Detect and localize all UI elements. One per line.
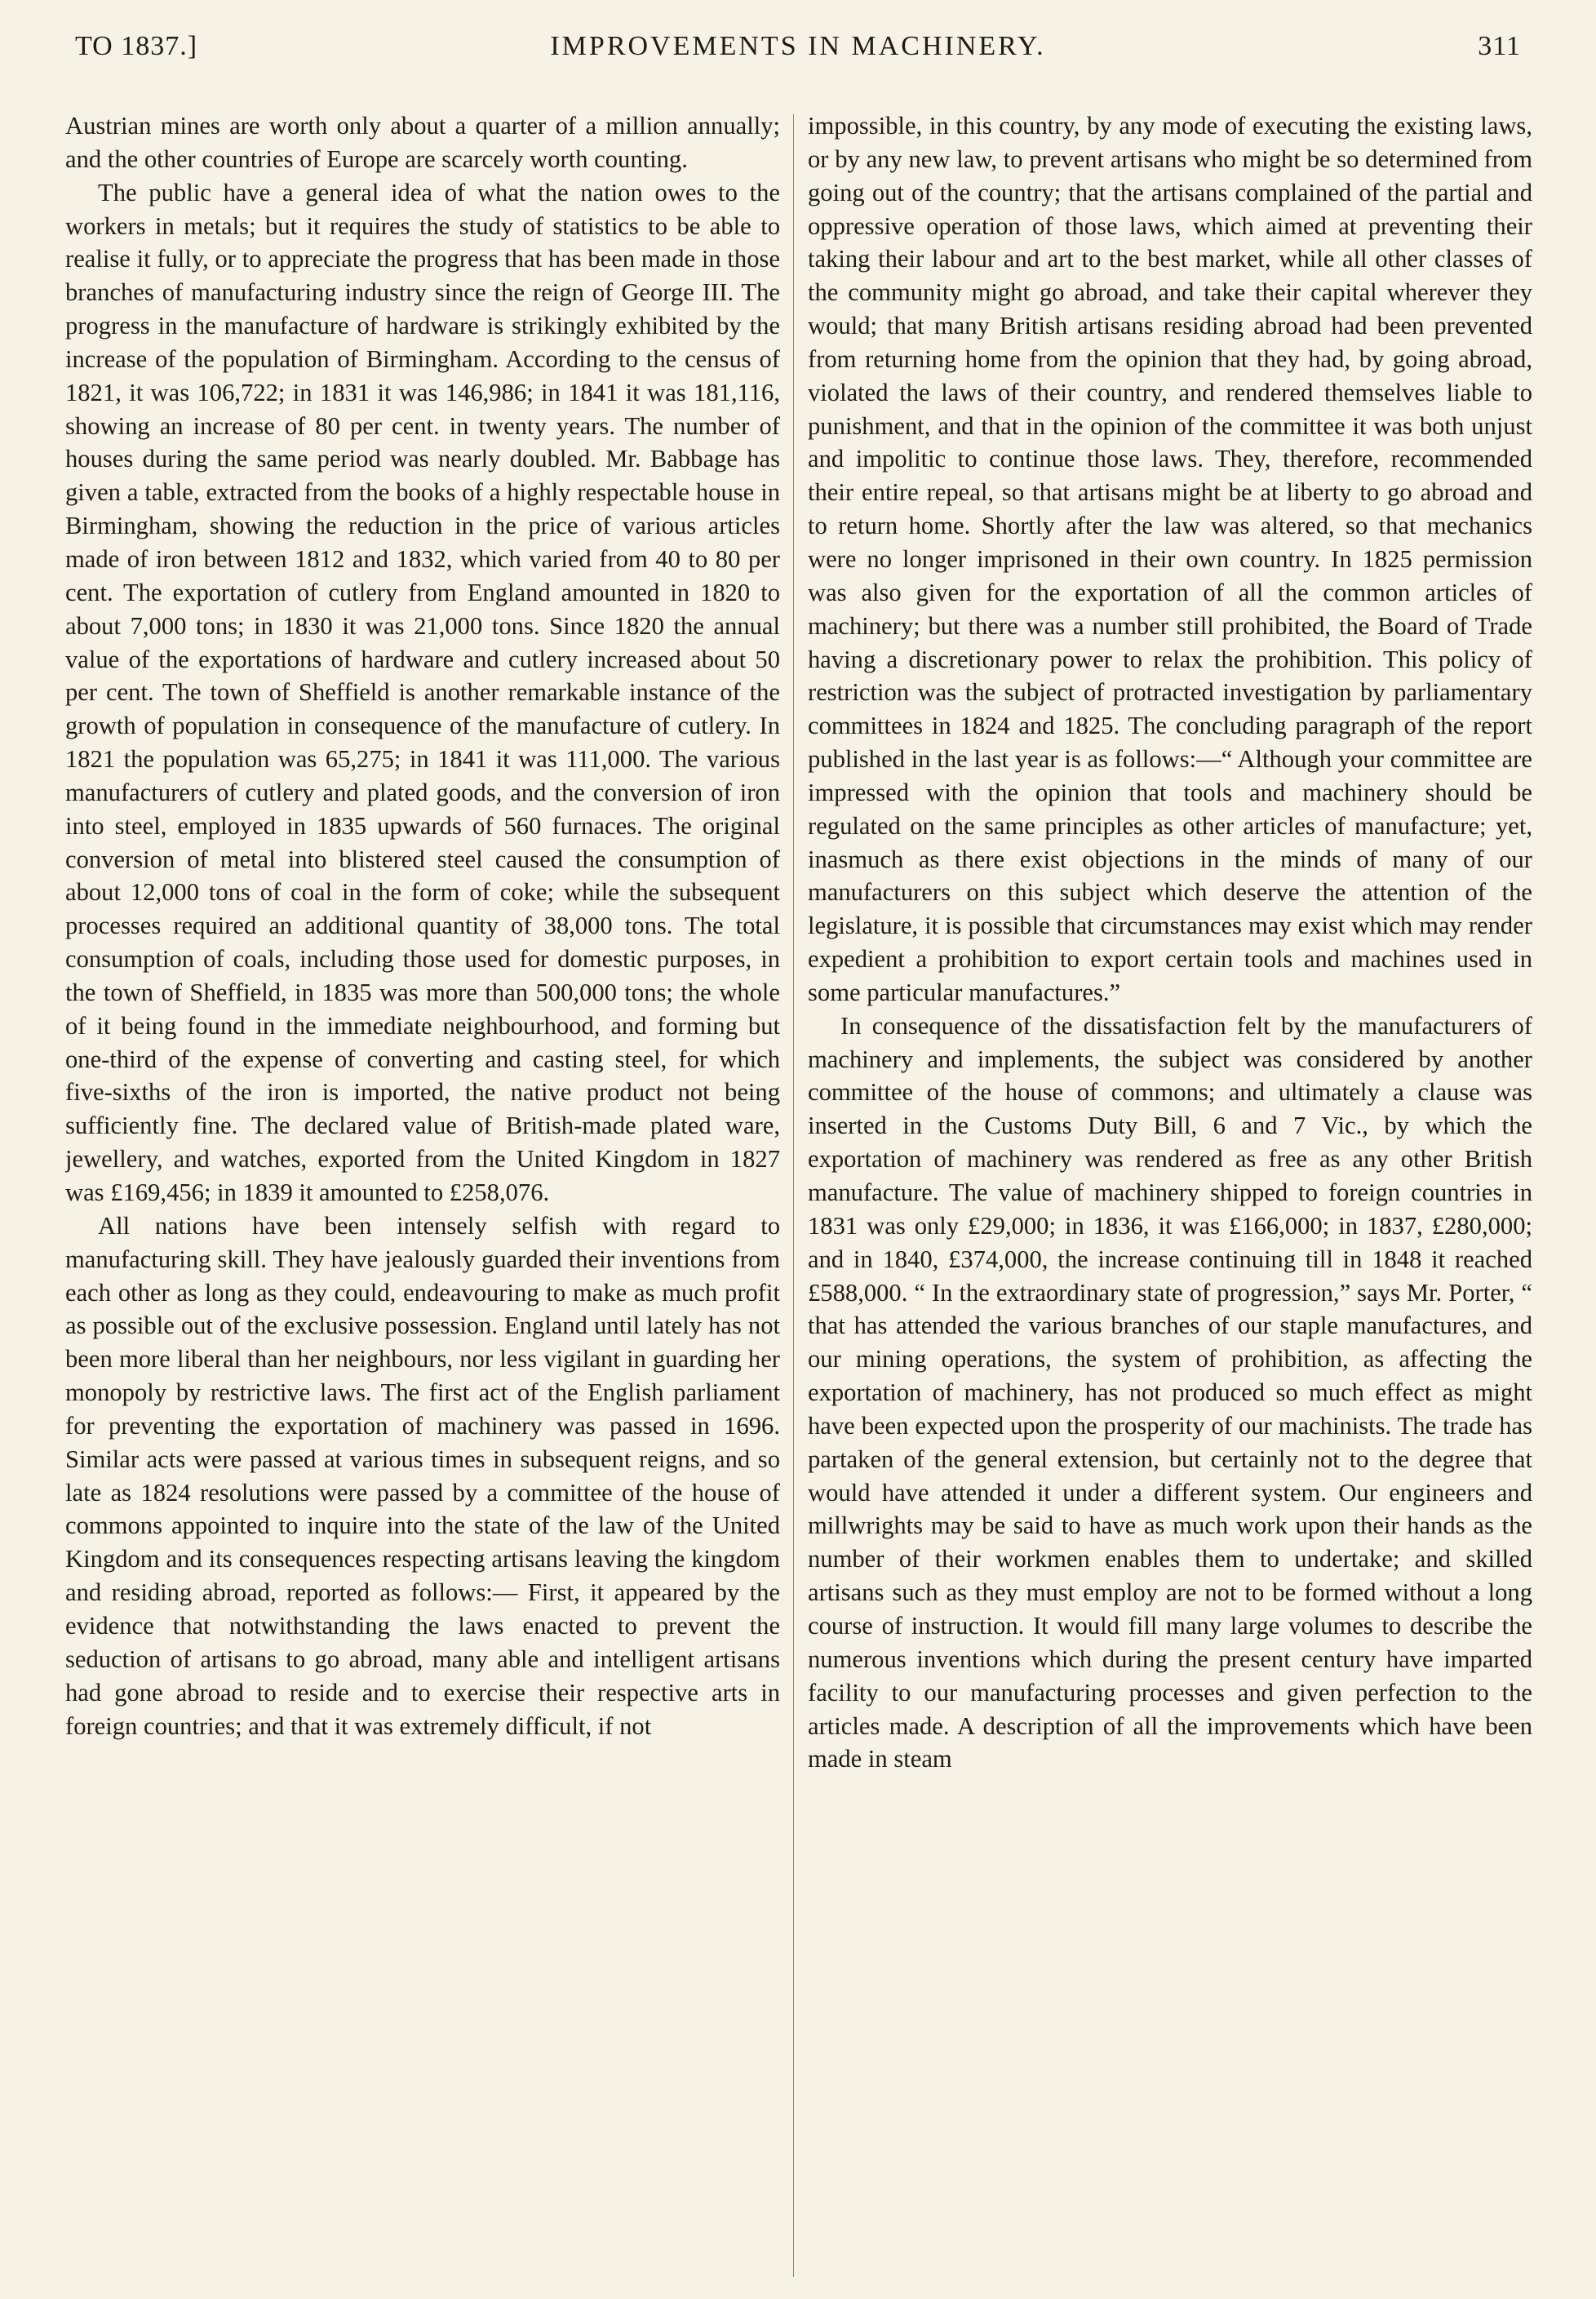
column-divider xyxy=(793,114,794,2277)
page-number: 311 xyxy=(1478,31,1521,61)
paragraph: Austrian mines are worth only about a quarter of a million annually; and the other countries of Europe are scarcely worth counting. xyxy=(65,112,780,173)
running-header xyxy=(75,21,1521,70)
paragraph: The public have a general idea of what the nation owes to the workers in metals; but it requires the study of statistics to be able to realise it fully, or to appreciate the progress that has been made in those branches of manufacturing industry since the reign of George III. The progress in the manufacture of hardware is strikingly exhibited by the increase of the population of Birmingham. According to the census of 1821, it was 106,722; in 1831 it was 146,986; in 1841 it was 181,116, showing an increase of 80 per cent. in twenty years. The number of houses during the same period was nearly doubled. Mr. Babbage has given a table, extracted from the books of a highly respectable house in Birmingham, showing the reduction in the price of various articles made of iron between 1812 and 1832, which varied from 40 to 80 per cent. The exportation of cutlery from England amounted in 1820 to about 7,000 tons; in 1830 it was 21,000 tons. Since 1820 the annual value of the exportations of hardware and cutlery increased about 50 per cent. The town of Sheffield is another remarkable instance of the growth of population in consequence of the manufacture of cutlery. In 1821 the population was 65,275; in 1841 it was 111,000. The various manufacturers of cutlery and plated goods, and the conversion of iron into steel, employed in 1835 upwards of 560 furnaces. The original conversion of metal into blistered steel caused the consumption of about 12,000 tons of coal in the form of coke; while the subsequent processes required an additional quantity of 38,000 tons. The total consumption of coals, including those used for domestic purposes, in the town of Sheffield, in 1835 was more than 500,000 tons; the whole of it being found in the immediate neighbourhood, and forming but one-third of the expense of converting and casting steel, for which five-sixths of the iron is imported, the native product not being sufficiently fine. The declared value of British-made plated ware, jewellery, and watches, exported from the United Kingdom in 1827 was £169,456; in 1839 it amounted to £258,076. xyxy=(65,178,780,1206)
right-column xyxy=(808,109,1532,2280)
paragraph: In consequence of the dissatisfaction felt by the manufacturers of machinery and implements, the subject was considered by another committee of the house of commons; and ultimately a clause was inserted in the Customs Duty Bill, 6 and 7 Vic., by which the exportation of machinery was rendered as free as any other British manufacture. The value of machinery shipped to foreign countries in 1831 was only £29,000; in 1836, it was £166,000; in 1837, £280,000; and in 1840, £374,000, the increase continuing till in 1848 it reached £588,000. “ In the extraordinary state of progression,” says Mr. Porter, “ that has attended the various branches of our staple manufactures, and our mining operations, the system of prohibition, as affecting the exportation of machinery, has not produced so much effect as might have been expected upon the prosperity of our machinists. The trade has partaken of the general extension, but certainly not to the degree that would have attended it under a different system. Our engineers and millwrights may be said to have as much work upon their hands as the number of their workmen enables them to undertake; and skilled artisans such as they must employ are not to be formed without a long course of instruction. It would fill many large volumes to describe the numerous inventions which during the present century have imparted facility to our manufacturing processes and given perfection to the articles made. A description of all the improvements which have been made in steam xyxy=(808,1011,1532,1773)
header-title: IMPROVEMENTS IN MACHINERY. xyxy=(550,31,1046,61)
paragraph: impossible, in this country, by any mode of executing the existing laws, or by any new law, to prevent artisans who might be so determined from going out of the country; that the artisans complained of the partial and oppressive operation of those laws, which aimed at preventing their taking their labour and art to the best market, while all other classes of the community might go abroad, and take their capital wherever they would; that many British artisans residing abroad had been prevented from returning home from the opinion that they had, by going abroad, violated the laws of their country, and rendered themselves liable to punishment, and that in the opinion of the committee it was both unjust and impolitic to continue those laws. They, therefore, recommended their entire repeal, so that artisans might be at liberty to go abroad and to return home. Shortly after the law was altered, so that mechanics were no longer imprisoned in their own country. In 1825 permission was also given for the exportation of all the common articles of machinery; but there was a number still prohibited, the Board of Trade having a discretionary power to relax the prohibition. This policy of restriction was the subject of protracted investigation by parliamentary committees in 1824 and 1825. The concluding paragraph of the report published in the last year is as follows:—“ Although your committee are impressed with the opinion that tools and machinery should be regulated on the same principles as other articles of manufacture; yet, inasmuch as there exist objections in the minds of many of our manufacturers on this subject which deserve the attention of the legislature, it is possible that circumstances may exist which may render expedient a prohibition to export certain tools and machines used in some particular manufactures.” xyxy=(808,112,1532,1006)
header-section-label: TO 1837.] xyxy=(75,31,198,61)
paragraph: All nations have been intensely selfish with regard to manufacturing skill. They have jealously guarded their inventions from each other as long as they could, endeavouring to make as much profit as possible out of the exclusive possession. England until lately has not been more liberal than her neighbours, nor less vigilant in guarding her monopoly by restrictive laws. The first act of the English parliament for preventing the exportation of machinery was passed in 1696. Similar acts were passed at various times in subsequent reigns, and so late as 1824 resolutions were passed by a committee of the house of commons appointed to inquire into the state of the law of the United Kingdom and its consequences respecting artisans leaving the kingdom and residing abroad, reported as follows:— First, it appeared by the evidence that notwithstanding the laws enacted to prevent the seduction of artisans to go abroad, many able and intelligent artisans had gone abroad to reside and to exercise their respective arts in foreign countries; and that it was extremely difficult, if not xyxy=(65,1211,780,1740)
left-column xyxy=(65,109,780,2280)
